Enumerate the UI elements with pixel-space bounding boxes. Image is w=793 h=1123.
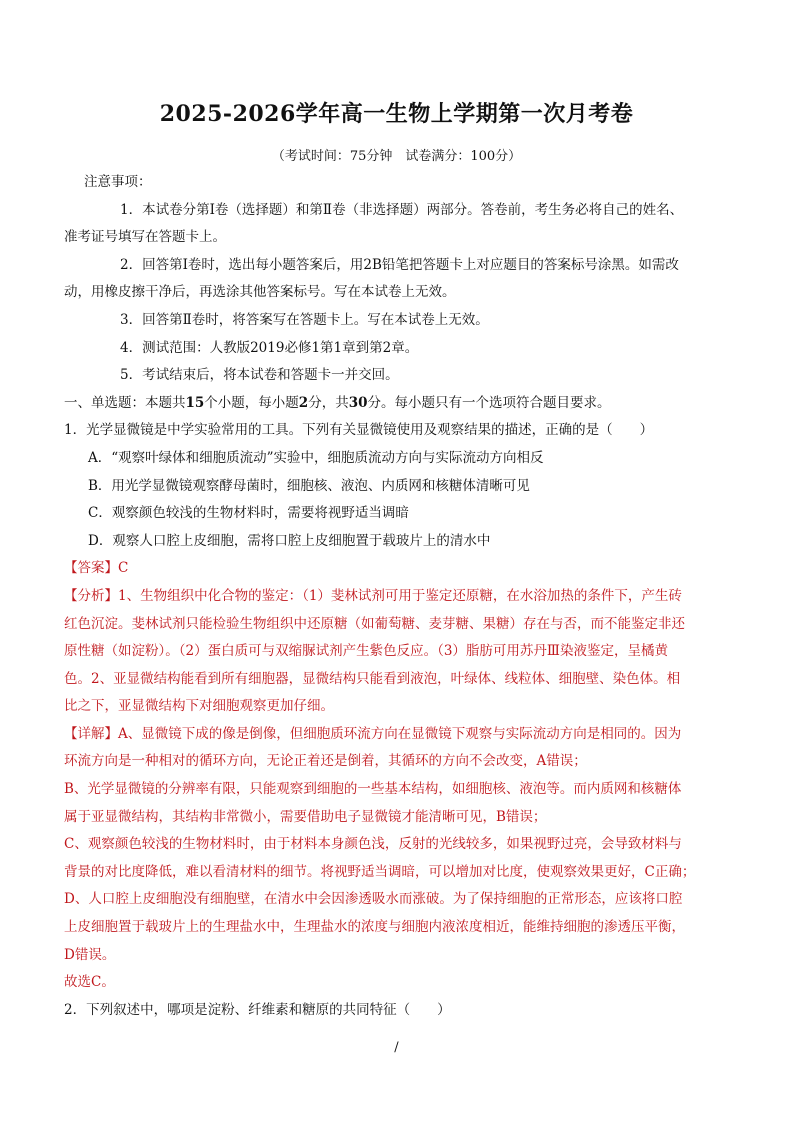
- answer-line: [64, 555, 724, 583]
- exam-info: （考试时间：75分钟 试卷满分：100分）: [271, 149, 522, 164]
- notice-item-1b: 准考证号填写在答题卡上。: [64, 229, 226, 246]
- question-1-stem: 1．光学显微镜是中学实验常用的工具。下列有关显微镜使用及观察结果的描述，正确的是（ ）: [64, 422, 654, 439]
- section-mid1: 个小题，每小题: [204, 394, 299, 411]
- detail-line-4: 属于亚显微结构，其结构非常微小，需要借助电子显微镜才能清晰可见，B错误；: [64, 808, 547, 825]
- exam-body: [64, 169, 724, 1024]
- analysis-tag: 【分析】: [64, 587, 118, 604]
- question-1-option-d: D．观察人口腔上皮细胞，需将口腔上皮细胞置于载玻片上的清水中: [88, 532, 491, 549]
- detail-line-9: D错误。: [64, 946, 116, 963]
- answer-value: C: [118, 560, 129, 577]
- answer-tag: 【答案】: [64, 560, 118, 577]
- detail-line-6: 背景的对比度降低，难以看清材料的细节。将视野适当调暗，可以增加对比度，使观察效果更好，C正确；: [64, 863, 696, 880]
- detail-line-3: B、光学显微镜的分辨率有限，只能观察到细胞的一些基本结构，如细胞核、液泡等。而内质网和核糖体: [64, 781, 682, 798]
- notice-item-4: 4．测试范围：人教版2019必修1第1章到第2章。: [120, 339, 419, 356]
- question-2-stem: 2．下列叙述中，哪项是淀粉、纤维素和糖原的共同特征（ ）: [64, 1001, 451, 1018]
- conclusion-line: 故选C。: [64, 974, 115, 991]
- detail-text-1: A、显微镜下成的像是倒像，但细胞质环流方向在显微镜下观察与实际流动方向是相同的。因为: [118, 725, 682, 742]
- detail-line-7: D、人口腔上皮细胞没有细胞壁，在清水中会因渗透吸水而涨破。为了保持细胞的正常形态，应该将口腔: [64, 891, 683, 908]
- notice-item-5: 5．考试结束后，将本试卷和答题卡一并交回。: [120, 367, 399, 384]
- detail-line-5: C、观察颜色较浅的生物材料时，由于材料本身颜色浅，反射的光线较多，如果视野过亮，会导致材料与: [64, 836, 682, 853]
- analysis-line-5: 比之下，亚显微结构下对细胞观察更加仔细。: [64, 698, 334, 715]
- section-points: 2: [298, 394, 309, 411]
- analysis-line-3: 原性糖（如淀粉）。（2）蛋白质可与双缩脲试剂产生紫色反应。（3）脂肪可用苏丹Ⅲ染液鉴定，呈橘黄: [64, 643, 668, 660]
- detail-line-8: 上皮细胞置于载玻片上的生理盐水中，生理盐水的浓度与细胞内液浓度相近，能维持细胞的渗透压平衡，: [64, 919, 685, 936]
- detail-tag: 【详解】: [64, 725, 118, 742]
- section-prefix: 一、单选题：本题共: [64, 394, 186, 411]
- section-count: 15: [185, 394, 205, 411]
- detail-line-2: 环流方向是一种相对的循环方向，无论正着还是倒着，其循环的方向不会改变，A错误；: [64, 753, 587, 770]
- analysis-line-4: 色。2、亚显微结构能看到所有细胞器，显微结构只能看到液泡，叶绿体、线粒体、细胞壁、染色体。相: [64, 670, 681, 687]
- analysis-line-2: 红色沉淀。斐林试剂只能检验生物组织中还原糖（如葡萄糖、麦芽糖、果糖）存在与否，而不能鉴定非还: [64, 615, 685, 632]
- notice-item-2b: 动，用橡皮擦干净后，再选涂其他答案标号。写在本试卷上无效。: [64, 284, 456, 301]
- analysis-line-1: [64, 583, 724, 611]
- question-1-option-a: A．“观察叶绿体和细胞质流动”实验中，细胞质流动方向与实际流动方向相反: [88, 449, 544, 466]
- notice-heading: 注意事项：: [84, 174, 152, 190]
- notice-item-1a: 1．本试卷分第Ⅰ卷（选择题）和第Ⅱ卷（非选择题）两部分。答卷前，考生务必将自己的姓名、: [120, 201, 684, 218]
- page-footer-mark: /: [394, 1040, 399, 1055]
- section-total: 30: [348, 394, 368, 411]
- question-1-option-c: C．观察颜色较浅的生物材料时，需要将视野适当调暗: [88, 505, 409, 522]
- section-mid2: 分，共: [308, 394, 349, 411]
- notice-item-3: 3．回答第Ⅱ卷时，将答案写在答题卡上。写在本试卷上无效。: [120, 311, 489, 328]
- section-suffix: 分。每小题只有一个选项符合题目要求。: [367, 394, 611, 411]
- analysis-text-1: 1、生物组织中化合物的鉴定：（1）斐林试剂可用于鉴定还原糖，在水浴加热的条件下，产生砖: [118, 587, 682, 604]
- page-title: 2025-2026学年高一生物上学期第一次月考卷: [159, 101, 634, 127]
- notice-item-2a: 2．回答第Ⅰ卷时，选出每小题答案后，用2B铅笔把答题卡上对应题目的答案标号涂黑。如需改: [120, 256, 679, 273]
- question-1-option-b: B．用光学显微镜观察酵母菌时，细胞核、液泡、内质网和核糖体清晰可见: [88, 477, 530, 494]
- section-heading: [64, 390, 724, 418]
- detail-line-1: [64, 721, 724, 749]
